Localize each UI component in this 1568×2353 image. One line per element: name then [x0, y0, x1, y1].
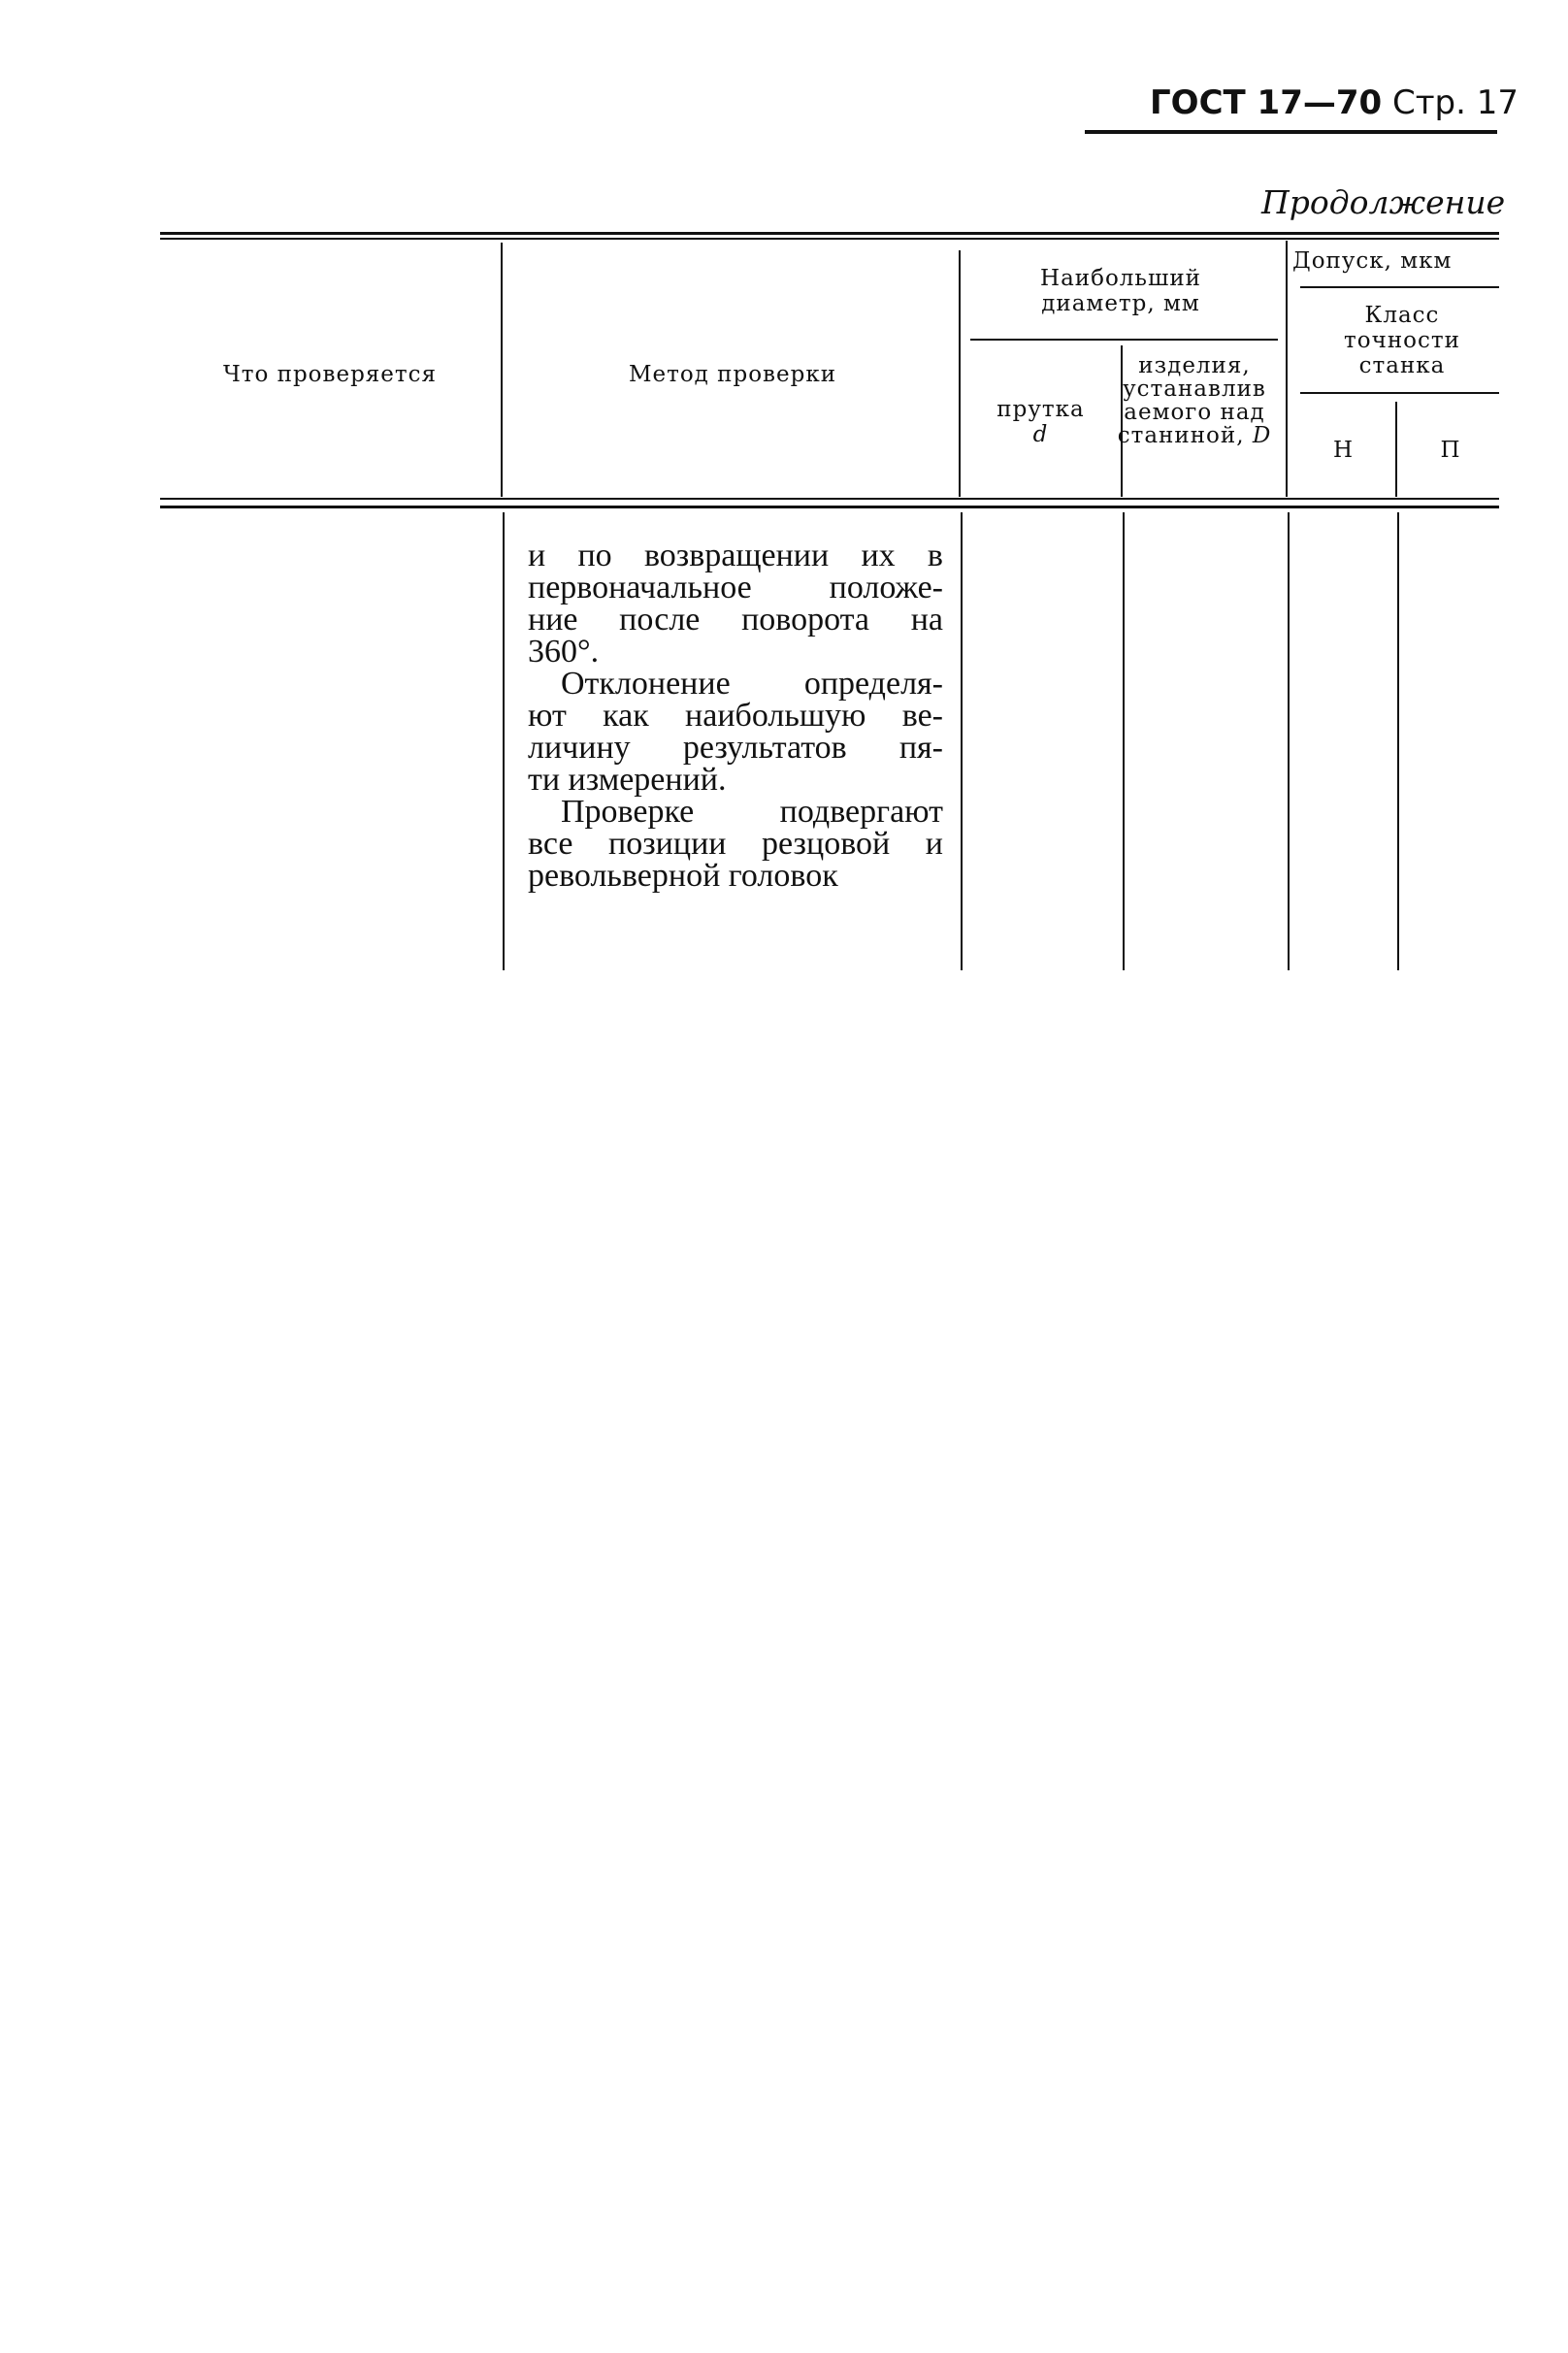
col-line-4-body	[1288, 512, 1290, 970]
header-separator-2	[160, 506, 1499, 508]
header-workpiece-symbol: D	[1252, 423, 1272, 448]
method-text	[528, 539, 943, 892]
method-line: ти измерений.	[528, 762, 727, 798]
col-line-3-body	[1123, 512, 1125, 970]
method-line: ют как наибольшую ве-	[528, 698, 943, 734]
table-top-rule-2	[160, 238, 1499, 240]
col-line-4-head	[1286, 241, 1288, 497]
method-line: все позиции резцовой и	[528, 826, 943, 862]
header-workpiece	[1116, 354, 1273, 447]
header-bar-symbol: d	[1032, 422, 1049, 447]
method-line: личину результатов пя-	[528, 730, 943, 766]
diameter-subrule	[970, 339, 1278, 341]
col-line-2-body	[961, 512, 963, 970]
header-bar	[965, 397, 1116, 447]
method-line: револьверной головок	[528, 858, 838, 894]
header-workpiece-label: изделия, устанавливаемого над станиной,	[1117, 353, 1266, 448]
header-max-diameter: Наибольший диаметр, мм	[1040, 266, 1201, 316]
standard-number: ГОСТ 17—70	[1150, 83, 1383, 122]
header-bar-label: прутка	[996, 397, 1085, 422]
table-top-rule	[160, 232, 1499, 235]
method-line: первоначальное положе-	[528, 570, 943, 605]
running-header	[1150, 83, 1519, 126]
col-line-2-head	[959, 250, 961, 497]
method-line: и по возвращении их в	[528, 538, 943, 573]
method-line: 360°.	[528, 634, 600, 670]
header-class-n: Н	[1332, 438, 1355, 463]
method-line: Проверке подвергают	[561, 794, 943, 830]
col-line-5-body	[1397, 512, 1399, 970]
header-class-p: П	[1440, 438, 1461, 463]
header-method: Метод проверки	[628, 362, 837, 387]
method-line: Отклонение определя-	[561, 666, 943, 702]
col-line-1-body	[503, 512, 505, 970]
method-line: ние после поворота на	[528, 602, 943, 637]
continuation-label: Продолжение	[1261, 183, 1506, 221]
header-what-checked: Что проверяется	[222, 362, 438, 387]
col-line-1-head	[501, 243, 503, 497]
page-number: Стр. 17	[1392, 83, 1519, 122]
class-subrule	[1300, 392, 1499, 394]
header-separator	[160, 498, 1499, 500]
header-accuracy-class: Класс точности станка	[1344, 303, 1460, 378]
header-rule	[1085, 130, 1497, 134]
header-tolerance: Допуск, мкм	[1292, 248, 1453, 274]
col-line-5-head	[1395, 402, 1397, 497]
tolerance-subrule	[1300, 286, 1499, 288]
